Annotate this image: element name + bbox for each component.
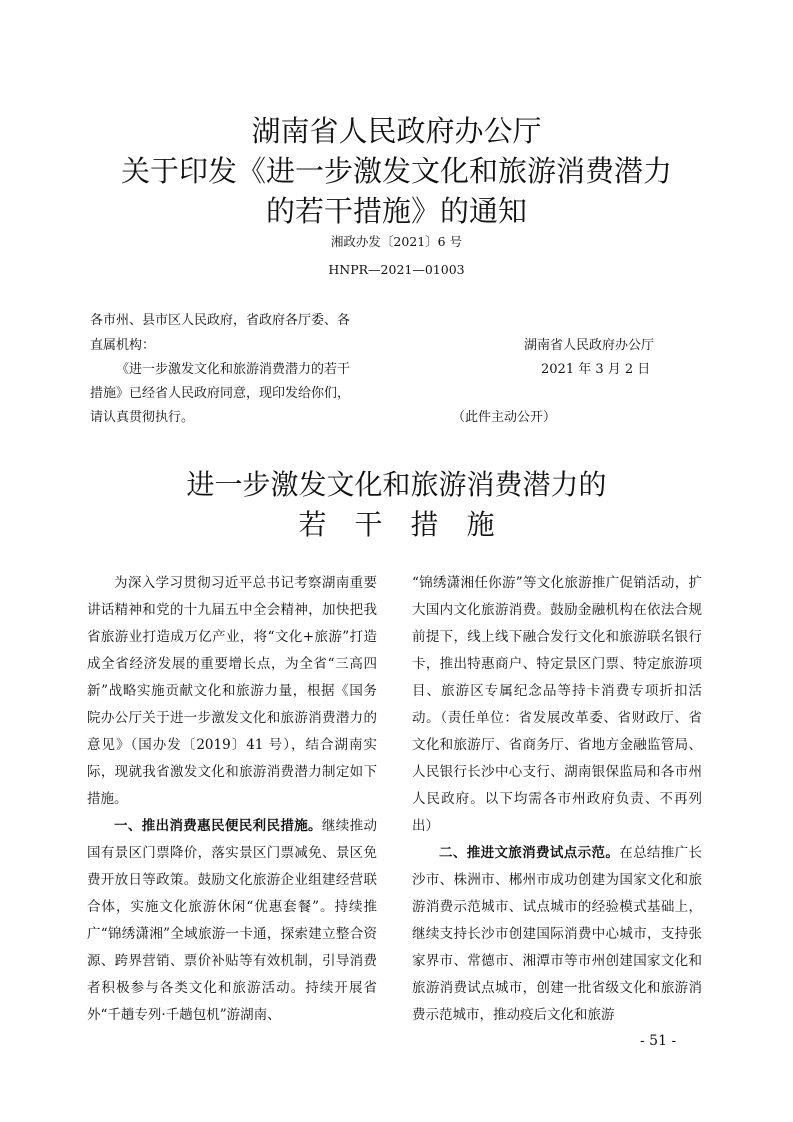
section-1-continuation: “锦绣潇湘任你游”等文化旅游推广促销活动，扩大国内文化旅游消费。鼓励金融机构在依法合规前提下，线上线下融合发行文化和旅游联名银行卡，推出特惠商户、特定景区门票、特定旅游项目、旅游区专属纪念品等持卡消费专项折扣活动。（责任单位：省发展改革委、省财政厅、省文化和旅游厅、省商务厅、省地方金融监管局、人民银行长沙中心支行、湖南银保监局和各市州人民政府。以下均需各市州政府负责、不再列出） bbox=[412, 575, 702, 834]
intro-paragraph: 为深入学习贯彻习近平总书记考察湖南重要讲话精神和党的十九届五中全会精神，加快把我省旅游业打造成万亿产业，将“文化+旅游”打造成全省经济发展的重要增长点，为全省“三高四新”战略实施贡献文化和旅游力量，根据《国务院办公厅关于进一步激发文化和旅游消费潜力的意见》（国办发〔2019〕41 号），结合湖南实际，现就我省激发文化和旅游消费潜力制定如下措施。 bbox=[87, 575, 377, 807]
notice-body-line-3: 请认真贯彻执行。 bbox=[90, 410, 195, 425]
notice-body-line-2: 措施》已经省人民政府同意，现印发给你们， bbox=[90, 386, 351, 401]
notice-title-line-3: 的若干措施》的通知 bbox=[265, 194, 527, 228]
section-2-text: 在总结推广长沙市、株洲市、郴州市成功创建为国家文化和旅游消费示范城市、试点城市的经验模式基础上，继续支持长沙市创建国际消费中心城市，支持张家界市、常德市、湘潭市等市州创建国家文化和旅游消费试点城市，创建一批省级文化和旅游消费示范城市，推动疫后文化和旅游 bbox=[412, 845, 703, 1023]
notice-recipients-line-1: 各市州、县市区人民政府，省政府各厅委、各 bbox=[90, 313, 351, 328]
disclosure-note: （此件主动公开） bbox=[452, 410, 557, 425]
issue-date: 2021 年 3 月 2 日 bbox=[541, 362, 651, 377]
page-number: - 51 - bbox=[640, 1033, 677, 1049]
registration-code: HNPR—2021—01003 bbox=[328, 262, 465, 277]
doc-number: 湘政办发〔2021〕6 号 bbox=[330, 234, 463, 249]
issuer: 湖南省人民政府办公厅 bbox=[524, 338, 655, 353]
notice-body-line-1: 《进一步激发文化和旅游消费潜力的若干 bbox=[116, 362, 351, 377]
section-2-paragraph bbox=[412, 840, 702, 1029]
notice-title-line-1: 湖南省人民政府办公厅 bbox=[251, 114, 542, 148]
section-1-heading: 一、推出消费惠民便民利民措施。 bbox=[114, 818, 322, 834]
notice-title-line-2: 关于印发《进一步激发文化和旅游消费潜力 bbox=[120, 154, 672, 188]
right-column bbox=[412, 570, 702, 1029]
section-1-text: 继续推动国有景区门票降价，落实景区门票减免、景区免费开放日等政策。鼓励文化旅游企业组建经营联合体，实施文化旅游休闲“优惠套餐”。持续推广“锦绣潇湘”全域旅游一卡通，探索建立整合资源、跨界营销、票价补贴等有效机制，引导消费者积极参与各类文化和旅游活动。持续开展省外“千趟专列·千趟包机”游湖南、 bbox=[87, 818, 378, 1023]
measures-title-line-1: 进一步激发文化和旅游消费潜力的 bbox=[186, 468, 607, 501]
left-column bbox=[87, 570, 377, 1029]
section-2-heading: 二、推进文旅消费试点示范。 bbox=[439, 845, 620, 861]
section-1-paragraph bbox=[87, 813, 377, 1029]
measures-title-line-2: 若干措施 bbox=[298, 508, 523, 541]
notice-recipients-line-2: 直属机构： bbox=[90, 338, 156, 353]
